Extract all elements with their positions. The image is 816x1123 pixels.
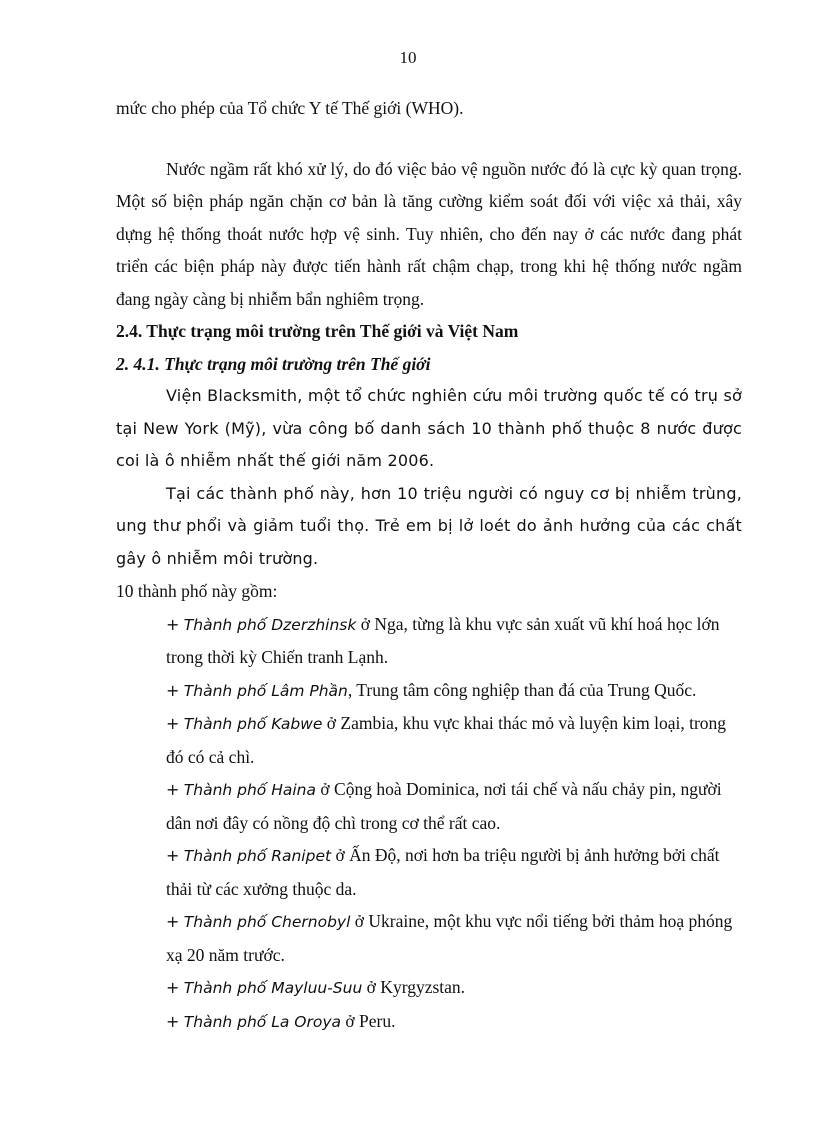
city-description: ở Cộng hoà Dominica, nơi tái chế và nấu chảy pin, người dân nơi đây có nồng độ chì trong cơ thể rất cao. (166, 779, 722, 833)
city-description: , Trung tâm công nghiệp than đá của Trung Quốc. (347, 679, 697, 700)
list-bullet: + (166, 614, 180, 634)
list-item (166, 839, 742, 905)
section-heading: 2.4. Thực trạng môi trường trên Thế giới và Việt Nam (116, 321, 519, 341)
document-body (116, 92, 742, 1038)
list-bullet: + (166, 912, 180, 931)
page-number: 10 (399, 48, 417, 67)
list-item (166, 674, 742, 708)
city-name: Thành phố Ranipet (183, 847, 332, 865)
list-item (166, 608, 742, 674)
list-item (166, 773, 742, 839)
city-description: ở Zambia, khu vực khai thác mỏ và luyện kim loại, trong đó có cả chì. (166, 713, 727, 767)
list-bullet: + (166, 714, 180, 733)
list-item (166, 905, 742, 971)
list-intro: 10 thành phố này gồm: (116, 581, 278, 601)
city-name: Thành phố Kabwe (183, 715, 323, 733)
city-list (166, 608, 742, 1039)
list-bullet: + (166, 846, 180, 865)
paragraph-health-risk: Tại các thành phố này, hơn 10 triệu người có nguy cơ bị nhiễm trùng, ung thư phổi và giảm tuổi thọ. Trẻ em bị lở loét do ảnh hưởng của các chất gây ô nhiễm môi trường. (116, 483, 742, 568)
paragraph-blacksmith: Viện Blacksmith, một tổ chức nghiên cứu môi trường quốc tế có trụ sở tại New York (Mỹ), vừa công bố danh sách 10 thành phố thuộc 8 nước được coi là ô nhiễm nhất thế giới năm 2006. (116, 386, 742, 470)
city-name: Thành phố Lâm Phần (183, 681, 348, 700)
list-bullet: + (166, 1011, 180, 1031)
city-name: Thành phố Dzerzhinsk (183, 615, 357, 634)
city-name: Thành phố Mayluu-Suu (183, 979, 363, 997)
city-name: Thành phố Chernobyl (183, 913, 351, 931)
city-name: Thành phố La Oroya (183, 1012, 342, 1031)
subsection-heading: 2. 4.1. Thực trạng môi trường trên Thế giới (116, 353, 431, 374)
list-bullet: + (166, 680, 180, 700)
paragraph-groundwater: Nước ngầm rất khó xử lý, do đó việc bảo vệ nguồn nước đó là cực kỳ quan trọng. Một số biện pháp ngăn chặn cơ bản là tăng cường kiểm soát đối với việc xả thải, xây dựng hệ thống thoát nước hợp vệ sinh. Tuy nhiên, cho đến nay ở các nước đang phát triển các biện pháp này được tiến hành rất chậm chạp, trong khi hệ thống nước ngầm đang ngày càng bị nhiễm bẩn nghiêm trọng. (116, 158, 742, 309)
paragraph-who-limit: mức cho phép của Tổ chức Y tế Thế giới (WHO). (116, 98, 464, 118)
list-bullet: + (166, 780, 180, 799)
city-name: Thành phố Haina (183, 781, 317, 799)
list-item (166, 707, 742, 773)
city-description: ở Kyrgyzstan. (362, 977, 466, 997)
list-bullet: + (166, 978, 180, 997)
city-description: ở Peru. (341, 1010, 396, 1031)
list-item (166, 1005, 742, 1039)
list-item (166, 971, 742, 1005)
city-description: ở Ukraine, một khu vực nổi tiếng bởi thảm hoạ phóng xạ 20 năm trước. (166, 911, 733, 965)
city-description: ở Nga, từng là khu vực sản xuất vũ khí hoá học lớn trong thời kỳ Chiến tranh Lạnh. (166, 613, 720, 667)
city-description: ở Ấn Độ, nơi hơn ba triệu người bị ảnh hưởng bởi chất thải từ các xưởng thuộc da. (166, 845, 720, 899)
